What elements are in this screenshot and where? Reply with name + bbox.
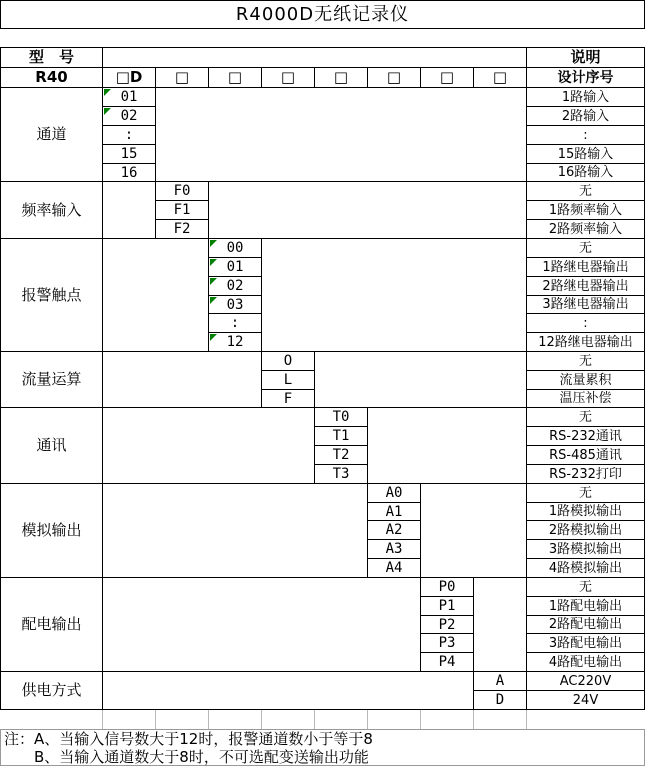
desc-cell: AC220V <box>526 671 645 691</box>
gridline-tick <box>102 710 103 729</box>
comment-marker-icon <box>210 240 217 247</box>
category-alarm-contacts: 报警触点 <box>0 238 103 352</box>
code-cell: D <box>473 690 527 710</box>
code-cell: P0 <box>420 577 474 597</box>
code-placeholder-cell: □ <box>473 67 527 88</box>
merged-blank-cell <box>102 407 315 484</box>
code-cell: A4 <box>367 558 421 578</box>
code-placeholder-cell: □ <box>367 67 421 88</box>
comment-marker-icon <box>210 259 217 266</box>
category-power-distribution-output: 配电输出 <box>0 577 103 672</box>
code-placeholder-cell: □ <box>208 67 262 88</box>
code-cell: T0 <box>314 407 368 427</box>
merged-blank-cell <box>155 87 527 182</box>
code-cell: : <box>208 313 262 333</box>
code-cell: F0 <box>155 181 209 201</box>
merged-blank-cell <box>420 483 527 578</box>
desc-cell: 无 <box>526 577 645 597</box>
desc-cell: RS-232通讯 <box>526 426 645 446</box>
desc-cell: 1路配电输出 <box>526 596 645 616</box>
desc-cell: 流量累积 <box>526 370 645 390</box>
model-prefix-cell: R40 <box>0 67 103 88</box>
desc-cell: 3路继电器输出 <box>526 295 645 314</box>
code-cell: F1 <box>155 200 209 220</box>
desc-cell: 2路输入 <box>526 106 645 126</box>
code-cell: T1 <box>314 426 368 446</box>
desc-cell: 无 <box>526 181 645 201</box>
code-placeholder-cell: □ <box>420 67 474 88</box>
code-cell: P3 <box>420 633 474 653</box>
code-cell: A0 <box>367 483 421 503</box>
category-frequency-input: 频率输入 <box>0 181 103 239</box>
gridline-tick <box>420 710 421 729</box>
merged-blank-cell <box>102 483 368 578</box>
code-placeholder-cell: □D <box>102 67 156 88</box>
merged-blank-cell <box>102 238 209 352</box>
desc-cell: 温压补偿 <box>526 389 645 408</box>
desc-cell: 无 <box>526 483 645 503</box>
code-cell: 12 <box>208 332 262 352</box>
code-cell: A2 <box>367 520 421 540</box>
desc-cell: 2路继电器输出 <box>526 276 645 296</box>
desc-cell: 无 <box>526 351 645 371</box>
desc-cell: RS-232打印 <box>526 464 645 484</box>
merged-blank-cell <box>367 407 527 484</box>
desc-cell: 15路输入 <box>526 144 645 164</box>
code-cell: 02 <box>102 106 156 126</box>
code-cell: L <box>261 370 315 390</box>
design-serial-header-cell: 设计序号 <box>526 67 645 88</box>
desc-cell: 1路继电器输出 <box>526 257 645 277</box>
desc-cell: 16路输入 <box>526 163 645 182</box>
code-cell: 01 <box>102 87 156 107</box>
desc-header-cell: 说明 <box>526 47 645 68</box>
model-header-cell: 型 号 <box>0 47 103 68</box>
comment-marker-icon <box>104 108 111 115</box>
code-placeholder-cell: □ <box>314 67 368 88</box>
code-cell: A1 <box>367 502 421 521</box>
desc-cell: 3路模拟输出 <box>526 539 645 559</box>
code-cell: P1 <box>420 596 474 616</box>
category-analog-output: 模拟输出 <box>0 483 103 578</box>
merged-blank-cell <box>314 351 527 408</box>
code-cell: P2 <box>420 615 474 634</box>
desc-cell: 无 <box>526 238 645 258</box>
desc-cell: 1路输入 <box>526 87 645 107</box>
code-cell: 15 <box>102 144 156 164</box>
desc-cell: 无 <box>526 407 645 427</box>
note-line-2: B、当输入通道数大于8时，不可选配变送输出功能 <box>34 748 369 766</box>
desc-cell: 4路模拟输出 <box>526 558 645 578</box>
code-cell: 16 <box>102 163 156 182</box>
code-cell: A <box>473 671 527 691</box>
merged-blank-cell <box>261 238 527 352</box>
merged-blank-cell <box>208 181 527 239</box>
code-cell: 02 <box>208 276 262 296</box>
code-cell: F <box>261 389 315 408</box>
gridline-tick <box>367 710 368 729</box>
category-communication: 通讯 <box>0 407 103 484</box>
code-cell: O <box>261 351 315 371</box>
comment-marker-icon <box>210 297 217 304</box>
sheet-title: R4000D无纸记录仪 <box>0 0 645 29</box>
merged-blank-cell <box>102 351 262 408</box>
comment-marker-icon <box>210 334 217 341</box>
desc-cell: 1路模拟输出 <box>526 502 645 521</box>
desc-cell: 24V <box>526 690 645 710</box>
notes-block <box>0 729 645 766</box>
code-cell: : <box>102 125 156 145</box>
code-placeholder-cell: □ <box>261 67 315 88</box>
desc-cell: 4路配电输出 <box>526 652 645 672</box>
desc-cell: 2路模拟输出 <box>526 520 645 540</box>
desc-cell: RS-485通讯 <box>526 445 645 465</box>
merged-blank-cell <box>102 671 474 710</box>
desc-cell: : <box>526 125 645 145</box>
code-cell: 03 <box>208 295 262 314</box>
desc-cell: 1路频率输入 <box>526 200 645 220</box>
desc-cell: : <box>526 313 645 333</box>
gridline-tick <box>261 710 262 729</box>
desc-cell: 3路配电输出 <box>526 633 645 653</box>
desc-cell: 2路频率输入 <box>526 219 645 239</box>
category-flow-calculation: 流量运算 <box>0 351 103 408</box>
gridline-tick <box>526 710 527 729</box>
category-power-supply: 供电方式 <box>0 671 103 710</box>
merged-blank-cell <box>473 577 527 672</box>
desc-cell: 2路配电输出 <box>526 615 645 634</box>
gridline-tick <box>208 710 209 729</box>
comment-marker-icon <box>210 278 217 285</box>
code-cell: T3 <box>314 464 368 484</box>
code-cell: 00 <box>208 238 262 258</box>
gridline-tick <box>314 710 315 729</box>
merged-blank-cell <box>102 181 156 239</box>
code-placeholder-cell: □ <box>155 67 209 88</box>
comment-marker-icon <box>104 89 111 96</box>
desc-cell: 12路继电器输出 <box>526 332 645 352</box>
code-cell: P4 <box>420 652 474 672</box>
code-cell: F2 <box>155 219 209 239</box>
note-line-1: 注：A、当输入信号数大于12时，报警通道数小于等于8 <box>4 730 373 748</box>
code-cell: A3 <box>367 539 421 559</box>
code-cell: 01 <box>208 257 262 277</box>
gridline-tick <box>473 710 474 729</box>
code-cell: T2 <box>314 445 368 465</box>
category-channels: 通道 <box>0 87 103 182</box>
gridline-tick <box>155 710 156 729</box>
merged-blank-cell <box>102 47 527 68</box>
merged-blank-cell <box>102 577 421 672</box>
